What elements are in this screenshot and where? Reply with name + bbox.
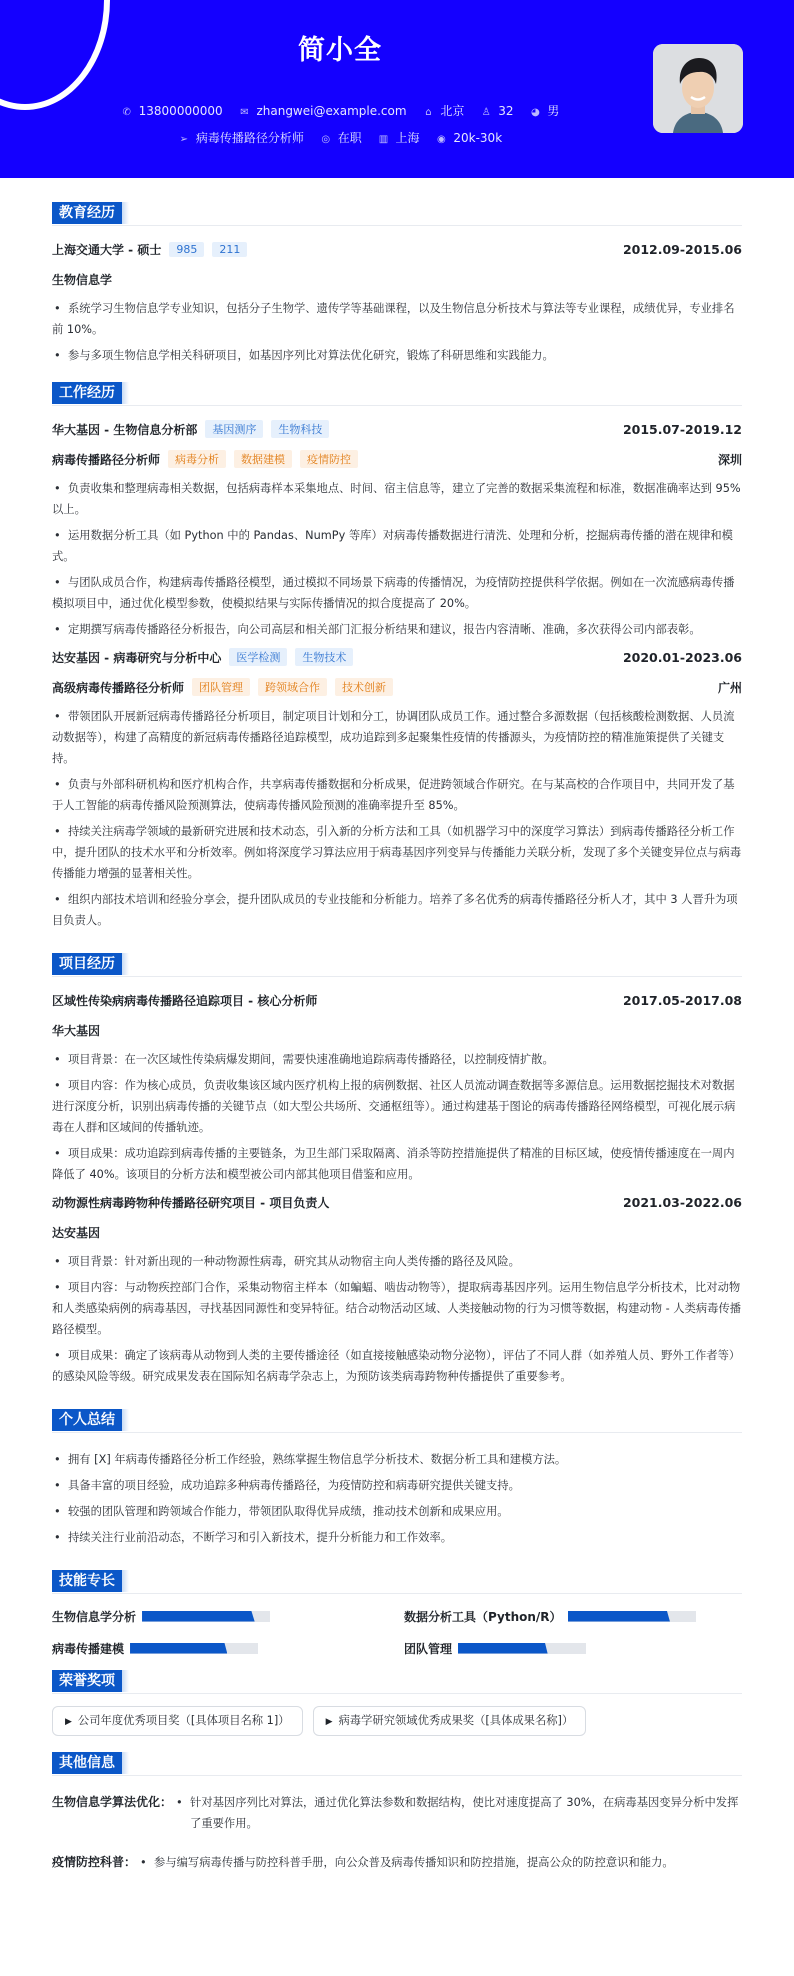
education-entry (52, 238, 742, 366)
location-info (422, 102, 464, 119)
company-group (52, 420, 329, 438)
status-text: 在职 (337, 131, 362, 145)
major: 生物信息学 (52, 272, 113, 287)
list-item: • 运用数据分析工具（如 Python 中的 Pandas、NumPy 等库）对病毒传播数据进行清洗、处理和分析，挖掘病毒传播的潜在规律和模式。 (52, 525, 742, 567)
section-title: 荣誉奖项 (52, 1670, 122, 1692)
phone-icon: ✆ (122, 107, 131, 118)
list-item: • 持续关注病毒学领域的最新研究进展和技术动态，引入新的分析方法和工具（如机器学习中的深度学习算法）到病毒传播路径分析工作中，提升团队的技术水平和分析效率。例如将深度学习算法应用于病毒基因序列变异与传播能力关联分析，发现了多个关键变异位点与病毒传播能力增强的显著相关性。 (52, 821, 742, 884)
role-group (52, 450, 358, 468)
list-item: • 持续关注行业前沿动态，不断学习和引入新技术，提升分析能力和工作效率。 (52, 1527, 742, 1548)
skill-label: 生物信息学分析 (52, 1609, 137, 1624)
profile-photo (653, 44, 743, 133)
salary-info (435, 131, 502, 145)
gender-text: 男 (547, 104, 560, 118)
role-group (52, 678, 393, 696)
project-org: 达安基因 (52, 1225, 101, 1240)
section-header (52, 200, 742, 226)
target-role-info (178, 129, 304, 146)
list-item: • 负责收集和整理病毒相关数据，包括病毒样本采集地点、时间、宿主信息等，建立了完善的数据采集流程和标准，数据准确率达到 95%以上。 (52, 478, 742, 520)
age-info (480, 104, 513, 118)
other-item-value: • 针对基因序列比对算法，通过优化算法参数和数据结构，使比对速度提高了 30%，在病毒基因变异分析中发挥了重要作用。 (172, 1792, 742, 1834)
location-text: 北京 (440, 104, 465, 118)
gender-icon: ◕ (530, 107, 540, 118)
role-row (52, 448, 742, 470)
job-info-row (0, 129, 680, 146)
skills-section (52, 1568, 742, 1658)
status-icon: ◎ (321, 134, 331, 145)
tag: 团队管理 (192, 678, 250, 696)
skill-item (404, 1606, 704, 1626)
project-name: 动物源性病毒跨物种传播路径研究项目 - 项目负责人 (52, 1195, 330, 1210)
section-header (52, 1407, 742, 1433)
tag: 跨领域合作 (258, 678, 327, 696)
awards-list (52, 1706, 742, 1736)
list-item: • 项目成果：成功追踪到病毒传播的主要链条，为卫生部门采取隔离、消杀等防控措施提供了精准的目标区域，使疫情传播速度在一周内降低了 40%。该项目的分析方法和模型被公司内部其他项目借鉴和应用。 (52, 1143, 742, 1185)
mail-icon: ✉ (240, 107, 249, 118)
org-row (52, 1221, 742, 1243)
tag: 生物科技 (271, 420, 329, 438)
list-item: • 具备丰富的项目经验，成功追踪多种病毒传播路径，为疫情防控和病毒研究提供关键支持。 (52, 1475, 742, 1496)
city: 深圳 (717, 452, 742, 467)
skill-label: 数据分析工具（Python/R） (404, 1609, 562, 1624)
tag: 病毒分析 (168, 450, 226, 468)
list-item: • 参与多项生物信息学相关科研项目，如基因序列比对算法优化研究，锻炼了科研思维和实践能力。 (52, 345, 742, 366)
school-group (52, 241, 247, 258)
skill-bar (130, 1643, 258, 1654)
other-item-key: 生物信息学算法优化： (52, 1795, 173, 1809)
org-row (52, 1019, 742, 1041)
skill-item (404, 1638, 704, 1658)
company-row (52, 418, 742, 440)
bullet-list (52, 1449, 742, 1548)
list-item: • 项目背景：针对新出现的一种动物源性病毒，研究其从动物宿主向人类传播的路径及风险。 (52, 1251, 742, 1272)
other-item (52, 1792, 742, 1834)
other-item (52, 1852, 742, 1873)
skill-label: 病毒传播建模 (52, 1641, 125, 1656)
project-header-row (52, 1191, 742, 1213)
target-city-info (378, 129, 420, 146)
project-entry (52, 1191, 742, 1387)
resume-body (0, 178, 794, 1873)
email-info (238, 104, 406, 118)
date-range: 2020.01-2023.06 (622, 649, 742, 665)
project-header-row (52, 989, 742, 1011)
education-header-row (52, 238, 742, 260)
section-title: 技能专长 (52, 1570, 122, 1592)
bullet-list (52, 1049, 742, 1185)
home-icon: ⌂ (425, 107, 432, 118)
tag: 医学检测 (229, 648, 287, 666)
skill-label: 团队管理 (404, 1641, 453, 1656)
tag: 基因测序 (205, 420, 263, 438)
age-icon: ♙ (481, 107, 491, 118)
school-name: 上海交通大学 - 硕士 (52, 242, 162, 257)
project-name: 区域性传染病病毒传播路径追踪项目 - 核心分析师 (52, 993, 318, 1008)
list-item: • 带领团队开展新冠病毒传播路径分析项目，制定项目计划和分工，协调团队成员工作。通过整合多源数据（包括核酸检测数据、人员流动数据等），构建了高精度的新冠病毒传播路径追踪模型，成功追踪到多起聚集性疫情的传播源头，为疫情防控的精准施策提供了关键支持。 (52, 706, 742, 769)
section-header (52, 1568, 742, 1594)
company-name: 达安基因 - 病毒研究与分析中心 (52, 650, 222, 665)
award-item (313, 1706, 587, 1736)
section-title: 个人总结 (52, 1409, 122, 1431)
project-entry (52, 989, 742, 1185)
resume-header (0, 0, 794, 178)
send-icon: ➢ (179, 134, 189, 145)
candidate-name: 简小全 (298, 35, 382, 66)
skill-bar-fill (568, 1611, 670, 1622)
projects-section (52, 951, 742, 1387)
list-item: • 组织内部技术培训和经验分享会，提升团队成员的专业技能和分析能力。培养了多名优秀的病毒传播路径分析人才，其中 3 人晋升为项目负责人。 (52, 889, 742, 931)
project-org: 华大基因 (52, 1023, 101, 1038)
list-item: • 与团队成员合作，构建病毒传播路径模型，通过模拟不同场景下病毒的传播情况，为疫情防控提供科学依据。例如在一次流感病毒传播模拟项目中，通过优化模型参数，使模拟结果与实际传播情况的拟合度提高了 20%。 (52, 572, 742, 614)
list-item: • 系统学习生物信息学专业知识，包括分子生物学、遗传学等基础课程，以及生物信息分析技术与算法等专业课程，成绩优异，专业排名前 10%。 (52, 298, 742, 340)
gender-info (529, 102, 559, 119)
list-item: • 项目背景：在一次区域性传染病爆发期间，需要快速准确地追踪病毒传播路径，以控制疫情扩散。 (52, 1049, 742, 1070)
section-title: 项目经历 (52, 953, 122, 975)
other-section (52, 1750, 742, 1873)
company-group (52, 648, 353, 666)
tag: 985 (169, 242, 204, 257)
email-text: zhangwei@example.com (256, 104, 407, 118)
other-item-value: • 参与编写病毒传播与防控科普手册，向公众普及病毒传播知识和防控措施，提高公众的防控意识和能力。 (136, 1852, 674, 1873)
role-title: 病毒传播路径分析师 (52, 452, 161, 467)
section-header (52, 951, 742, 977)
target-role-text: 病毒传播路径分析师 (195, 131, 304, 145)
list-item: • 项目内容：作为核心成员，负责收集该区域内医疗机构上报的病例数据、社区人员流动调查数据等多源信息。运用数据挖掘技术对数据进行深度分析，识别出病毒传播的关键节点（如大型公共场所、交通枢纽等）。通过构建基于图论的病毒传播路径网络模型，可视化展示病毒在人群和区域间的传播轨迹。 (52, 1075, 742, 1138)
date-range: 2021.03-2022.06 (622, 1194, 742, 1210)
date-range: 2015.07-2019.12 (622, 421, 742, 437)
award-text: 公司年度优秀项目奖（[具体项目名称 1]） (77, 1714, 290, 1727)
skill-item (52, 1638, 404, 1658)
bullet-list (52, 1251, 742, 1387)
list-item: • 拥有 [X] 年病毒传播路径分析工作经验，熟练掌握生物信息学分析技术、数据分析工具和建模方法。 (52, 1449, 742, 1470)
skill-bar (458, 1643, 586, 1654)
major-row (52, 268, 742, 290)
skill-bar-fill (130, 1643, 227, 1654)
company-name: 华大基因 - 生物信息分析部 (52, 422, 198, 437)
skill-bar-fill (458, 1643, 548, 1654)
awards-section (52, 1668, 742, 1736)
section-header (52, 380, 742, 406)
triangle-right-icon: ▶ (325, 1717, 333, 1727)
target-city-text: 上海 (395, 131, 420, 145)
salary-text: 20k-30k (453, 131, 503, 145)
person-portrait-icon (653, 44, 743, 133)
date-range: 2017.05-2017.08 (622, 992, 742, 1008)
contact-info-row (0, 102, 680, 119)
skill-bar-fill (142, 1611, 255, 1622)
triangle-right-icon: ▶ (65, 1717, 72, 1727)
age-text: 32 (498, 104, 514, 118)
education-section (52, 200, 742, 366)
job-entry (52, 418, 742, 640)
date-range: 2012.09-2015.06 (622, 241, 742, 257)
summary-section (52, 1407, 742, 1548)
role-title: 高级病毒传播路径分析师 (52, 680, 185, 695)
tag: 疫情防控 (300, 450, 358, 468)
tag: 技术创新 (335, 678, 393, 696)
skills-grid (52, 1606, 742, 1658)
skill-bar (568, 1611, 696, 1622)
list-item: • 定期撰写病毒传播路径分析报告，向公司高层和相关部门汇报分析结果和建议，报告内容清晰、准确，多次获得公司内部表彰。 (52, 619, 742, 640)
role-row (52, 676, 742, 698)
status-info (320, 129, 362, 146)
list-item: • 项目内容：与动物疾控部门合作，采集动物宿主样本（如蝙蝠、啮齿动物等），提取病毒基因序列。运用生物信息学分析技术，比对动物和人类感染病例的病毒基因，寻找基因同源性和变异特征。结合动物活动区域、人类接触动物的行为习惯等数据，构建动物 - 人类病毒传播路径模型。 (52, 1277, 742, 1340)
section-title: 教育经历 (52, 202, 122, 224)
skill-bar (142, 1611, 270, 1622)
bullet-list (52, 706, 742, 931)
list-item: • 较强的团队管理和跨领域合作能力，带领团队取得优异成绩，推动技术创新和成果应用。 (52, 1501, 742, 1522)
building-icon: ▥ (378, 134, 389, 145)
section-header (52, 1668, 742, 1694)
city: 广州 (717, 680, 742, 695)
phone-text: 13800000000 (138, 104, 223, 118)
list-item: • 负责与外部科研机构和医疗机构合作，共享病毒传播数据和分析成果，促进跨领域合作研究。在与某高校的合作项目中，共同开发了基于人工智能的病毒传播风险预测算法，使病毒传播风险预测的准确率提升至 85%。 (52, 774, 742, 816)
skill-item (52, 1606, 404, 1626)
tag: 数据建模 (234, 450, 292, 468)
work-section (52, 380, 742, 931)
salary-icon: ◉ (437, 134, 446, 145)
bullet-list (52, 298, 742, 366)
tag: 生物技术 (295, 648, 353, 666)
section-header (52, 1750, 742, 1776)
phone-info (121, 104, 223, 118)
list-item: • 项目成果：确定了该病毒从动物到人类的主要传播途径（如直接接触感染动物分泌物），评估了不同人群（如养殖人员、野外工作者等）的感染风险等级。研究成果发表在国际知名病毒学杂志上，为预防该类病毒跨物种传播提供了重要参考。 (52, 1345, 742, 1387)
company-row (52, 646, 742, 668)
tag: 211 (212, 242, 247, 257)
section-title: 工作经历 (52, 382, 122, 404)
bullet-list (52, 478, 742, 640)
award-text: 病毒学研究领域优秀成果奖（[具体成果名称]） (338, 1714, 574, 1727)
other-item-key: 疫情防控科普： (52, 1855, 137, 1869)
section-title: 其他信息 (52, 1752, 122, 1774)
award-item (52, 1706, 303, 1736)
job-entry (52, 646, 742, 931)
